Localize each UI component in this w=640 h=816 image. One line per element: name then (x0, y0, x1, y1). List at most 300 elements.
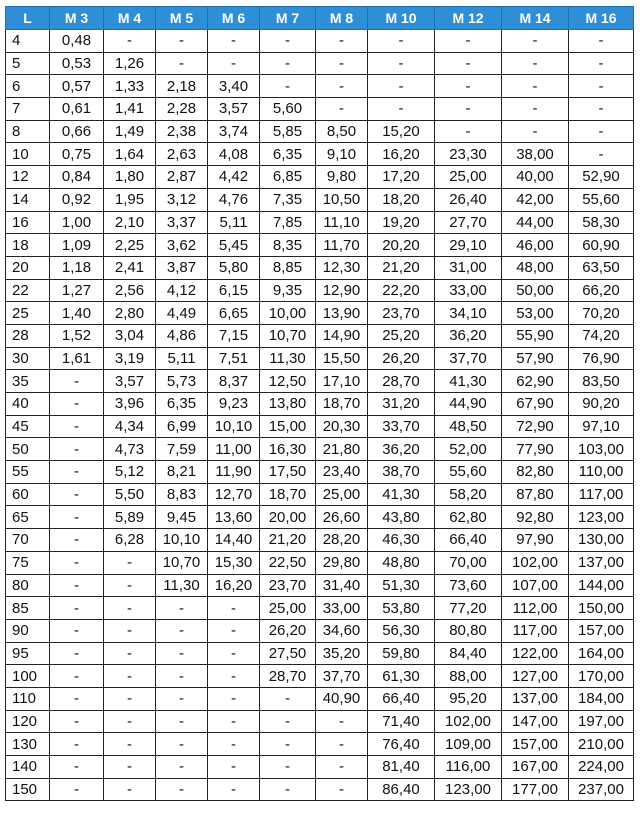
value-cell: 1,64 (104, 143, 156, 166)
value-cell: 137,00 (502, 687, 569, 710)
value-cell: 1,27 (50, 279, 104, 302)
value-cell: - (104, 30, 156, 53)
value-cell: 74,20 (569, 324, 634, 347)
column-header: M 12 (435, 7, 502, 30)
value-cell: - (104, 756, 156, 779)
value-cell: 12,50 (260, 370, 316, 393)
value-cell: 184,00 (569, 687, 634, 710)
value-cell: - (104, 733, 156, 756)
table-row (6, 347, 634, 370)
value-cell: 41,30 (435, 370, 502, 393)
value-cell: - (208, 597, 260, 620)
value-cell: 10,10 (208, 415, 260, 438)
value-cell: - (156, 30, 208, 53)
value-cell: 53,00 (502, 302, 569, 325)
table-row (6, 324, 634, 347)
value-cell: 28,70 (260, 665, 316, 688)
value-cell: 12,30 (316, 256, 368, 279)
table-row (6, 483, 634, 506)
value-cell: 2,87 (156, 166, 208, 189)
value-cell: - (104, 665, 156, 688)
table-row (6, 166, 634, 189)
value-cell: 164,00 (569, 642, 634, 665)
value-cell: 19,20 (368, 211, 435, 234)
value-cell: - (316, 778, 368, 801)
table-row (6, 393, 634, 416)
value-cell: 27,50 (260, 642, 316, 665)
value-cell: 123,00 (435, 778, 502, 801)
header-row (6, 7, 634, 30)
value-cell: 10,00 (260, 302, 316, 325)
value-cell: 95,20 (435, 687, 502, 710)
table-row (6, 302, 634, 325)
value-cell: - (316, 75, 368, 98)
value-cell: 107,00 (502, 574, 569, 597)
value-cell: - (435, 52, 502, 75)
value-cell: 3,96 (104, 393, 156, 416)
value-cell: 10,50 (316, 188, 368, 211)
length-cell: 110 (6, 687, 50, 710)
value-cell: - (50, 642, 104, 665)
value-cell: 77,20 (435, 597, 502, 620)
value-cell: 22,50 (260, 551, 316, 574)
value-cell: 55,90 (502, 324, 569, 347)
weight-table (5, 6, 634, 801)
value-cell: - (569, 75, 634, 98)
length-cell: 4 (6, 30, 50, 53)
value-cell: 14,40 (208, 529, 260, 552)
length-cell: 12 (6, 166, 50, 189)
value-cell: 48,80 (368, 551, 435, 574)
value-cell: 33,00 (435, 279, 502, 302)
value-cell: 4,49 (156, 302, 208, 325)
value-cell: - (435, 75, 502, 98)
value-cell: 130,00 (569, 529, 634, 552)
value-cell: 1,49 (104, 120, 156, 143)
value-cell: 1,41 (104, 98, 156, 121)
value-cell: 3,04 (104, 324, 156, 347)
table-row (6, 778, 634, 801)
table-row (6, 143, 634, 166)
value-cell: 84,40 (435, 642, 502, 665)
value-cell: - (316, 733, 368, 756)
value-cell: 77,90 (502, 438, 569, 461)
column-header: M 3 (50, 7, 104, 30)
column-header: M 8 (316, 7, 368, 30)
table-row (6, 687, 634, 710)
value-cell: 15,00 (260, 415, 316, 438)
value-cell: - (156, 710, 208, 733)
value-cell: 72,90 (502, 415, 569, 438)
table-row (6, 370, 634, 393)
value-cell: 70,20 (569, 302, 634, 325)
value-cell: 11,90 (208, 461, 260, 484)
table-row (6, 506, 634, 529)
value-cell: 7,85 (260, 211, 316, 234)
value-cell: 7,51 (208, 347, 260, 370)
value-cell: 52,90 (569, 166, 634, 189)
length-cell: 65 (6, 506, 50, 529)
value-cell: 38,00 (502, 143, 569, 166)
value-cell: 3,87 (156, 256, 208, 279)
column-header: M 10 (368, 7, 435, 30)
length-cell: 30 (6, 347, 50, 370)
value-cell: - (208, 778, 260, 801)
value-cell: 31,00 (435, 256, 502, 279)
value-cell: 82,80 (502, 461, 569, 484)
value-cell: - (260, 710, 316, 733)
value-cell: 170,00 (569, 665, 634, 688)
table-body (6, 30, 634, 801)
value-cell: - (569, 52, 634, 75)
value-cell: 43,80 (368, 506, 435, 529)
value-cell: - (368, 98, 435, 121)
table-row (6, 438, 634, 461)
value-cell: - (260, 778, 316, 801)
value-cell: 26,20 (368, 347, 435, 370)
value-cell: 1,40 (50, 302, 104, 325)
value-cell: 41,30 (368, 483, 435, 506)
length-cell: 22 (6, 279, 50, 302)
value-cell: 9,23 (208, 393, 260, 416)
value-cell: - (156, 687, 208, 710)
value-cell: 1,61 (50, 347, 104, 370)
value-cell: 26,40 (435, 188, 502, 211)
value-cell: 6,35 (260, 143, 316, 166)
value-cell: - (208, 665, 260, 688)
table-row (6, 279, 634, 302)
value-cell: - (316, 756, 368, 779)
value-cell: 1,00 (50, 211, 104, 234)
value-cell: - (50, 551, 104, 574)
value-cell: 15,50 (316, 347, 368, 370)
table-row (6, 234, 634, 257)
value-cell: 62,80 (435, 506, 502, 529)
length-cell: 140 (6, 756, 50, 779)
value-cell: 4,73 (104, 438, 156, 461)
value-cell: 1,18 (50, 256, 104, 279)
table-row (6, 619, 634, 642)
value-cell: - (156, 52, 208, 75)
value-cell: - (50, 461, 104, 484)
value-cell: 50,00 (502, 279, 569, 302)
value-cell: - (569, 98, 634, 121)
table-row (6, 642, 634, 665)
value-cell: 5,80 (208, 256, 260, 279)
value-cell: 15,20 (368, 120, 435, 143)
value-cell: 58,20 (435, 483, 502, 506)
value-cell: 4,86 (156, 324, 208, 347)
value-cell: 81,40 (368, 756, 435, 779)
value-cell: 16,30 (260, 438, 316, 461)
value-cell: 5,85 (260, 120, 316, 143)
value-cell: 150,00 (569, 597, 634, 620)
value-cell: - (50, 597, 104, 620)
value-cell: 31,20 (368, 393, 435, 416)
value-cell: - (368, 30, 435, 53)
value-cell: 8,85 (260, 256, 316, 279)
value-cell: 2,41 (104, 256, 156, 279)
value-cell: - (260, 52, 316, 75)
value-cell: 53,80 (368, 597, 435, 620)
value-cell: 20,30 (316, 415, 368, 438)
value-cell: 3,37 (156, 211, 208, 234)
value-cell: - (50, 619, 104, 642)
value-cell: - (50, 529, 104, 552)
length-cell: 40 (6, 393, 50, 416)
value-cell: 63,50 (569, 256, 634, 279)
value-cell: 55,60 (435, 461, 502, 484)
value-cell: - (260, 756, 316, 779)
value-cell: 7,15 (208, 324, 260, 347)
value-cell: 88,00 (435, 665, 502, 688)
value-cell: 2,63 (156, 143, 208, 166)
value-cell: 8,37 (208, 370, 260, 393)
value-cell: 76,40 (368, 733, 435, 756)
value-cell: 25,00 (435, 166, 502, 189)
value-cell: 40,90 (316, 687, 368, 710)
length-cell: 70 (6, 529, 50, 552)
value-cell: 1,52 (50, 324, 104, 347)
value-cell: 52,00 (435, 438, 502, 461)
length-cell: 55 (6, 461, 50, 484)
value-cell: 0,61 (50, 98, 104, 121)
value-cell: - (50, 710, 104, 733)
value-cell: 17,20 (368, 166, 435, 189)
value-cell: 36,20 (435, 324, 502, 347)
table-row (6, 710, 634, 733)
value-cell: 42,00 (502, 188, 569, 211)
value-cell: 2,80 (104, 302, 156, 325)
table-row (6, 211, 634, 234)
value-cell: - (208, 756, 260, 779)
value-cell: 25,20 (368, 324, 435, 347)
value-cell: 11,00 (208, 438, 260, 461)
value-cell: 66,20 (569, 279, 634, 302)
value-cell: 67,90 (502, 393, 569, 416)
value-cell: 2,25 (104, 234, 156, 257)
value-cell: 0,48 (50, 30, 104, 53)
value-cell: 35,20 (316, 642, 368, 665)
table-row (6, 733, 634, 756)
value-cell: 122,00 (502, 642, 569, 665)
value-cell: 21,80 (316, 438, 368, 461)
table-row (6, 756, 634, 779)
value-cell: - (50, 415, 104, 438)
value-cell: 29,10 (435, 234, 502, 257)
table-row (6, 597, 634, 620)
value-cell: 116,00 (435, 756, 502, 779)
value-cell: 127,00 (502, 665, 569, 688)
value-cell: 9,80 (316, 166, 368, 189)
value-cell: - (569, 143, 634, 166)
value-cell: 11,30 (260, 347, 316, 370)
value-cell: 48,50 (435, 415, 502, 438)
length-cell: 75 (6, 551, 50, 574)
table-row (6, 665, 634, 688)
value-cell: 18,70 (316, 393, 368, 416)
value-cell: 0,92 (50, 188, 104, 211)
value-cell: 167,00 (502, 756, 569, 779)
value-cell: 55,60 (569, 188, 634, 211)
value-cell: 40,00 (502, 166, 569, 189)
value-cell: - (50, 778, 104, 801)
value-cell: 4,12 (156, 279, 208, 302)
value-cell: 66,40 (368, 687, 435, 710)
table-row (6, 120, 634, 143)
value-cell: 5,11 (208, 211, 260, 234)
length-cell: 5 (6, 52, 50, 75)
length-cell: 45 (6, 415, 50, 438)
value-cell: - (208, 642, 260, 665)
value-cell: 10,70 (260, 324, 316, 347)
value-cell: 44,00 (502, 211, 569, 234)
value-cell: 20,20 (368, 234, 435, 257)
value-cell: 90,20 (569, 393, 634, 416)
value-cell: - (156, 756, 208, 779)
value-cell: - (569, 120, 634, 143)
value-cell: 5,50 (104, 483, 156, 506)
value-cell: 21,20 (260, 529, 316, 552)
length-cell: 90 (6, 619, 50, 642)
value-cell: 66,40 (435, 529, 502, 552)
value-cell: 34,60 (316, 619, 368, 642)
value-cell: - (50, 483, 104, 506)
length-cell: 7 (6, 98, 50, 121)
value-cell: 8,21 (156, 461, 208, 484)
value-cell: - (104, 642, 156, 665)
value-cell: 37,70 (435, 347, 502, 370)
value-cell: 14,90 (316, 324, 368, 347)
length-cell: 6 (6, 75, 50, 98)
value-cell: 2,18 (156, 75, 208, 98)
value-cell: 2,10 (104, 211, 156, 234)
length-cell: 60 (6, 483, 50, 506)
value-cell: 48,00 (502, 256, 569, 279)
value-cell: - (104, 778, 156, 801)
value-cell: 137,00 (569, 551, 634, 574)
value-cell: - (260, 75, 316, 98)
value-cell: - (156, 642, 208, 665)
value-cell: 10,10 (156, 529, 208, 552)
value-cell: 4,34 (104, 415, 156, 438)
value-cell: 197,00 (569, 710, 634, 733)
value-cell: 103,00 (569, 438, 634, 461)
value-cell: 97,10 (569, 415, 634, 438)
value-cell: 6,99 (156, 415, 208, 438)
value-cell: - (50, 393, 104, 416)
value-cell: 58,30 (569, 211, 634, 234)
value-cell: 20,00 (260, 506, 316, 529)
value-cell: 5,73 (156, 370, 208, 393)
value-cell: 12,90 (316, 279, 368, 302)
value-cell: 31,40 (316, 574, 368, 597)
value-cell: 29,80 (316, 551, 368, 574)
value-cell: - (502, 98, 569, 121)
value-cell: 51,30 (368, 574, 435, 597)
value-cell: 6,85 (260, 166, 316, 189)
value-cell: 11,10 (316, 211, 368, 234)
value-cell: 0,75 (50, 143, 104, 166)
table-row (6, 52, 634, 75)
value-cell: 117,00 (569, 483, 634, 506)
value-cell: 87,80 (502, 483, 569, 506)
value-cell: - (316, 30, 368, 53)
value-cell: 17,50 (260, 461, 316, 484)
value-cell: 2,28 (156, 98, 208, 121)
value-cell: - (368, 52, 435, 75)
value-cell: 224,00 (569, 756, 634, 779)
value-cell: 16,20 (368, 143, 435, 166)
value-cell: 83,50 (569, 370, 634, 393)
value-cell: - (50, 733, 104, 756)
value-cell: 6,35 (156, 393, 208, 416)
value-cell: - (50, 756, 104, 779)
value-cell: 147,00 (502, 710, 569, 733)
value-cell: 26,20 (260, 619, 316, 642)
value-cell: 5,45 (208, 234, 260, 257)
value-cell: 11,30 (156, 574, 208, 597)
value-cell: 86,40 (368, 778, 435, 801)
value-cell: 15,30 (208, 551, 260, 574)
value-cell: 56,30 (368, 619, 435, 642)
value-cell: 102,00 (435, 710, 502, 733)
value-cell: 3,12 (156, 188, 208, 211)
value-cell: 6,28 (104, 529, 156, 552)
value-cell: - (502, 52, 569, 75)
value-cell: 102,00 (502, 551, 569, 574)
value-cell: 5,11 (156, 347, 208, 370)
value-cell: 8,50 (316, 120, 368, 143)
value-cell: 61,30 (368, 665, 435, 688)
value-cell: 1,80 (104, 166, 156, 189)
table-row (6, 188, 634, 211)
value-cell: 237,00 (569, 778, 634, 801)
value-cell: 109,00 (435, 733, 502, 756)
value-cell: 5,89 (104, 506, 156, 529)
value-cell: - (104, 710, 156, 733)
value-cell: 112,00 (502, 597, 569, 620)
value-cell: - (208, 619, 260, 642)
value-cell: 1,09 (50, 234, 104, 257)
value-cell: - (569, 30, 634, 53)
table-row (6, 75, 634, 98)
value-cell: - (208, 687, 260, 710)
length-cell: 25 (6, 302, 50, 325)
value-cell: 3,57 (104, 370, 156, 393)
value-cell: 28,70 (368, 370, 435, 393)
value-cell: 62,90 (502, 370, 569, 393)
value-cell: - (502, 75, 569, 98)
value-cell: - (316, 98, 368, 121)
value-cell: 37,70 (316, 665, 368, 688)
value-cell: 34,10 (435, 302, 502, 325)
length-cell: 28 (6, 324, 50, 347)
table-row (6, 461, 634, 484)
value-cell: 46,00 (502, 234, 569, 257)
value-cell: 3,62 (156, 234, 208, 257)
table-header (6, 7, 634, 30)
value-cell: - (156, 733, 208, 756)
length-cell: 100 (6, 665, 50, 688)
value-cell: 9,45 (156, 506, 208, 529)
value-cell: 59,80 (368, 642, 435, 665)
value-cell: 6,65 (208, 302, 260, 325)
value-cell: 27,70 (435, 211, 502, 234)
value-cell: 97,90 (502, 529, 569, 552)
length-cell: 16 (6, 211, 50, 234)
value-cell: 210,00 (569, 733, 634, 756)
